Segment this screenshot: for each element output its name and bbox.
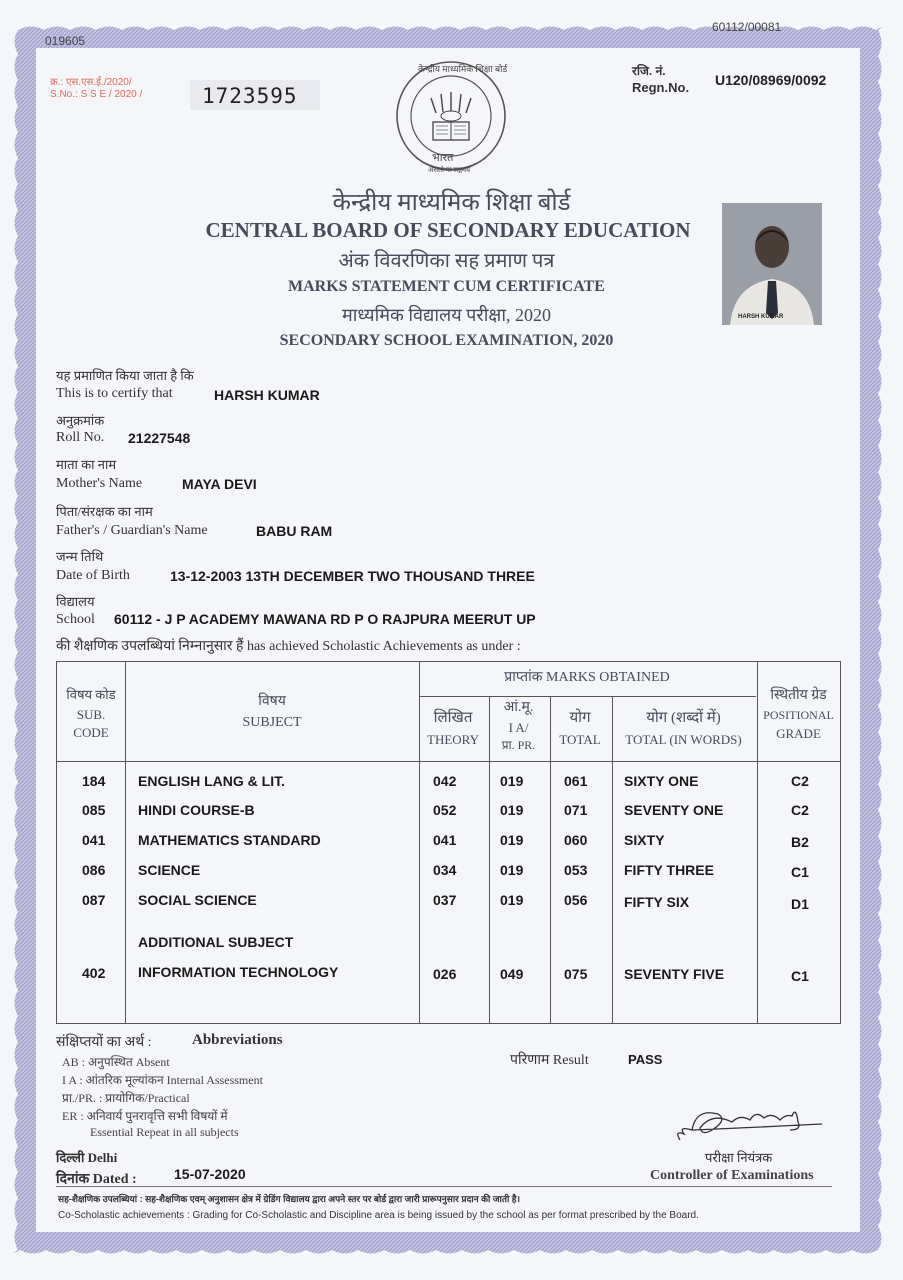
co-scholastic-note: Co-Scholastic achievements : Grading for Co-Scholastic and Discipline area is being issued by the school as per format prescribed by the Board. (58, 1210, 699, 1221)
abbrev-essential-repeat-en: Essential Repeat in all subjects (90, 1125, 239, 1139)
sno-label-english: S.No.: S S E / 2020 / (50, 89, 143, 100)
dated-label: दिनांक Dated : (56, 1172, 137, 1187)
row-words: FIFTY SIX (624, 894, 690, 910)
regn-label-english: Regn.No. (632, 80, 690, 95)
row-theory: 037 (433, 892, 457, 908)
roll-number: 21227548 (128, 430, 191, 446)
header-subject: SUBJECT (242, 715, 302, 730)
father-name: BABU RAM (256, 523, 333, 539)
sno-label-hindi: क्र.: एस.एस.ई./2020/ (50, 77, 132, 88)
certify-label-hindi: यह प्रमाणित किया जाता है कि (56, 368, 194, 383)
certify-label: This is to certify that (56, 386, 173, 401)
row-subject: SCIENCE (138, 862, 201, 878)
abbrev-essential-repeat: ER : अनिवार्य पुनरावृत्ति सभी विषयों में (62, 1109, 228, 1123)
board-name-hindi: केन्द्रीय माध्यमिक शिक्षा बोर्ड (332, 190, 571, 216)
row-subject: HINDI COURSE-B (138, 802, 255, 818)
row-words: SEVENTY FIVE (624, 966, 725, 982)
serial-right: 60112/00081 (712, 20, 782, 34)
row-words: FIFTY THREE (624, 862, 714, 878)
additional-subject-label: ADDITIONAL SUBJECT (138, 934, 294, 950)
footer-divider (56, 1186, 832, 1187)
row-words: SEVENTY ONE (624, 802, 724, 818)
row-grade: D1 (791, 896, 809, 912)
row-ia: 049 (500, 966, 524, 982)
abbrev-practical: प्रा./PR. : प्रायोगिक/Practical (62, 1091, 190, 1105)
controller-signature (672, 1100, 832, 1150)
result-value: PASS (628, 1052, 663, 1067)
school-label-hindi: विद्यालय (56, 594, 95, 609)
header-marks-obtained: प्राप्तांक MARKS OBTAINED (504, 670, 670, 685)
regn-label-hindi: रजि. नं. (632, 64, 666, 78)
student-name: HARSH KUMAR (214, 387, 320, 403)
person-silhouette-icon (722, 203, 822, 325)
header-code-hindi: विषय कोड (66, 687, 116, 702)
row-code: 184 (82, 773, 106, 789)
row-words: SIXTY ONE (624, 773, 699, 789)
row-subject: INFORMATION TECHNOLOGY (138, 964, 339, 980)
mother-label: Mother's Name (56, 476, 143, 491)
logo-country: भारत (432, 152, 454, 164)
roll-label: Roll No. (56, 430, 105, 445)
date-of-birth: 13-12-2003 13TH DECEMBER TWO THOUSAND THREE (170, 568, 535, 584)
row-grade: B2 (791, 834, 809, 850)
certificate-title-english: MARKS STATEMENT CUM CERTIFICATE (288, 278, 605, 295)
header-words-hindi: योग (शब्दों में) (646, 710, 721, 726)
logo-ring-text: केन्द्रीय माध्यमिक शिक्षा बोर्ड (418, 64, 508, 74)
row-grade: C1 (791, 968, 809, 984)
father-label: Father's / Guardian's Name (56, 523, 208, 538)
row-total: 056 (564, 892, 588, 908)
header-code: CODE (73, 725, 109, 740)
header-ia: I A/ (508, 720, 529, 735)
header-subject-hindi: विषय (258, 694, 286, 709)
header-code-sub: SUB. (76, 707, 106, 722)
row-theory: 034 (433, 862, 457, 878)
issue-date: 15-07-2020 (174, 1166, 246, 1182)
photo-caption: HARSH KUMAR (738, 314, 784, 320)
header-grade-hindi: स्थितीय ग्रेड (770, 688, 827, 703)
row-total: 075 (564, 966, 588, 982)
certificate-title-hindi: अंक विवरणिका सह प्रमाण पत्र (338, 250, 555, 272)
header-total-in-words: TOTAL (IN WORDS) (625, 732, 742, 747)
row-subject: MATHEMATICS STANDARD (138, 832, 321, 848)
dob-label-hindi: जन्म तिथि (56, 549, 104, 564)
row-total: 060 (564, 832, 588, 848)
row-subject: ENGLISH LANG & LIT. (138, 773, 285, 789)
father-label-hindi: पिता/संरक्षक का नाम (56, 504, 153, 519)
exam-title-hindi: माध्यमिक विद्यालय परीक्षा, 2020 (341, 305, 551, 325)
row-total: 061 (564, 773, 588, 789)
row-ia: 019 (500, 862, 524, 878)
abbrev-absent: AB : अनुपस्थित Absent (62, 1055, 170, 1069)
header-practical: प्रा. PR. (501, 738, 536, 752)
sno-value: 1723595 (202, 84, 298, 108)
student-photo (722, 203, 822, 325)
abbrev-title-hindi: संक्षिप्तयों का अर्थ : (56, 1035, 152, 1050)
row-total: 053 (564, 862, 588, 878)
header-total: TOTAL (559, 732, 601, 747)
board-name-english: CENTRAL BOARD OF SECONDARY EDUCATION (205, 218, 691, 242)
mother-name: MAYA DEVI (182, 476, 257, 492)
achievements-intro: की शैक्षणिक उपलब्धियां निम्नानुसार हैं has achieved Scholastic Achievements as under : (56, 639, 521, 654)
header-grade: GRADE (776, 726, 821, 741)
row-theory: 041 (433, 832, 457, 848)
row-code: 086 (82, 862, 106, 878)
row-grade: C2 (791, 802, 809, 818)
row-theory: 042 (433, 773, 457, 789)
row-theory: 052 (433, 802, 457, 818)
school-name: 60112 - J P ACADEMY MAWANA RD P O RAJPURA MEERUT UP (114, 611, 536, 627)
row-code: 402 (82, 965, 106, 981)
row-code: 085 (82, 802, 106, 818)
row-theory: 026 (433, 966, 457, 982)
row-total: 071 (564, 802, 588, 818)
co-scholastic-note-hindi: सह-शैक्षणिक उपलब्धियां : सह-शैक्षणिक एवम् अनुशासन क्षेत्र में ग्रेडिंग विद्यालय द्वारा अपने स्तर पर बोर्ड द्वारा जारी प्रारूपनुसार प्रदान की जाती है। (58, 1194, 520, 1204)
controller-title: Controller of Examinations (650, 1168, 814, 1183)
row-grade: C2 (791, 773, 809, 789)
controller-hindi: परीक्षा नियंत्रक (705, 1150, 773, 1165)
header-theory-hindi: लिखित (433, 710, 473, 726)
row-ia: 019 (500, 802, 524, 818)
roll-label-hindi: अनुक्रमांक (56, 413, 105, 428)
row-code: 087 (82, 892, 106, 908)
row-words: SIXTY (624, 832, 665, 848)
header-positional: POSITIONAL (763, 708, 834, 722)
mother-label-hindi: माता का नाम (56, 457, 117, 472)
school-label: School (56, 612, 95, 627)
place: दिल्ली Delhi (56, 1150, 118, 1165)
serial-left: 019605 (45, 34, 86, 48)
exam-title-english: SECONDARY SCHOOL EXAMINATION, 2020 (279, 332, 614, 349)
row-ia: 019 (500, 832, 524, 848)
abbrev-internal: I A : आंतरिक मूल्यांकन Internal Assessment (62, 1073, 263, 1087)
header-total-hindi: योग (569, 710, 591, 726)
header-ia-hindi: आं.मू. (503, 700, 534, 715)
row-subject: SOCIAL SCIENCE (138, 892, 257, 908)
header-theory: THEORY (427, 732, 479, 747)
row-code: 041 (82, 832, 106, 848)
result-label: परिणाम Result (510, 1053, 589, 1068)
row-grade: C1 (791, 864, 809, 880)
regn-value: U120/08969/0092 (715, 72, 827, 88)
row-ia: 019 (500, 892, 524, 908)
abbrev-title: Abbreviations (192, 1032, 283, 1048)
dob-label: Date of Birth (56, 568, 130, 583)
logo-motto: असतो मा सद्गमय (428, 166, 471, 174)
row-ia: 019 (500, 773, 524, 789)
